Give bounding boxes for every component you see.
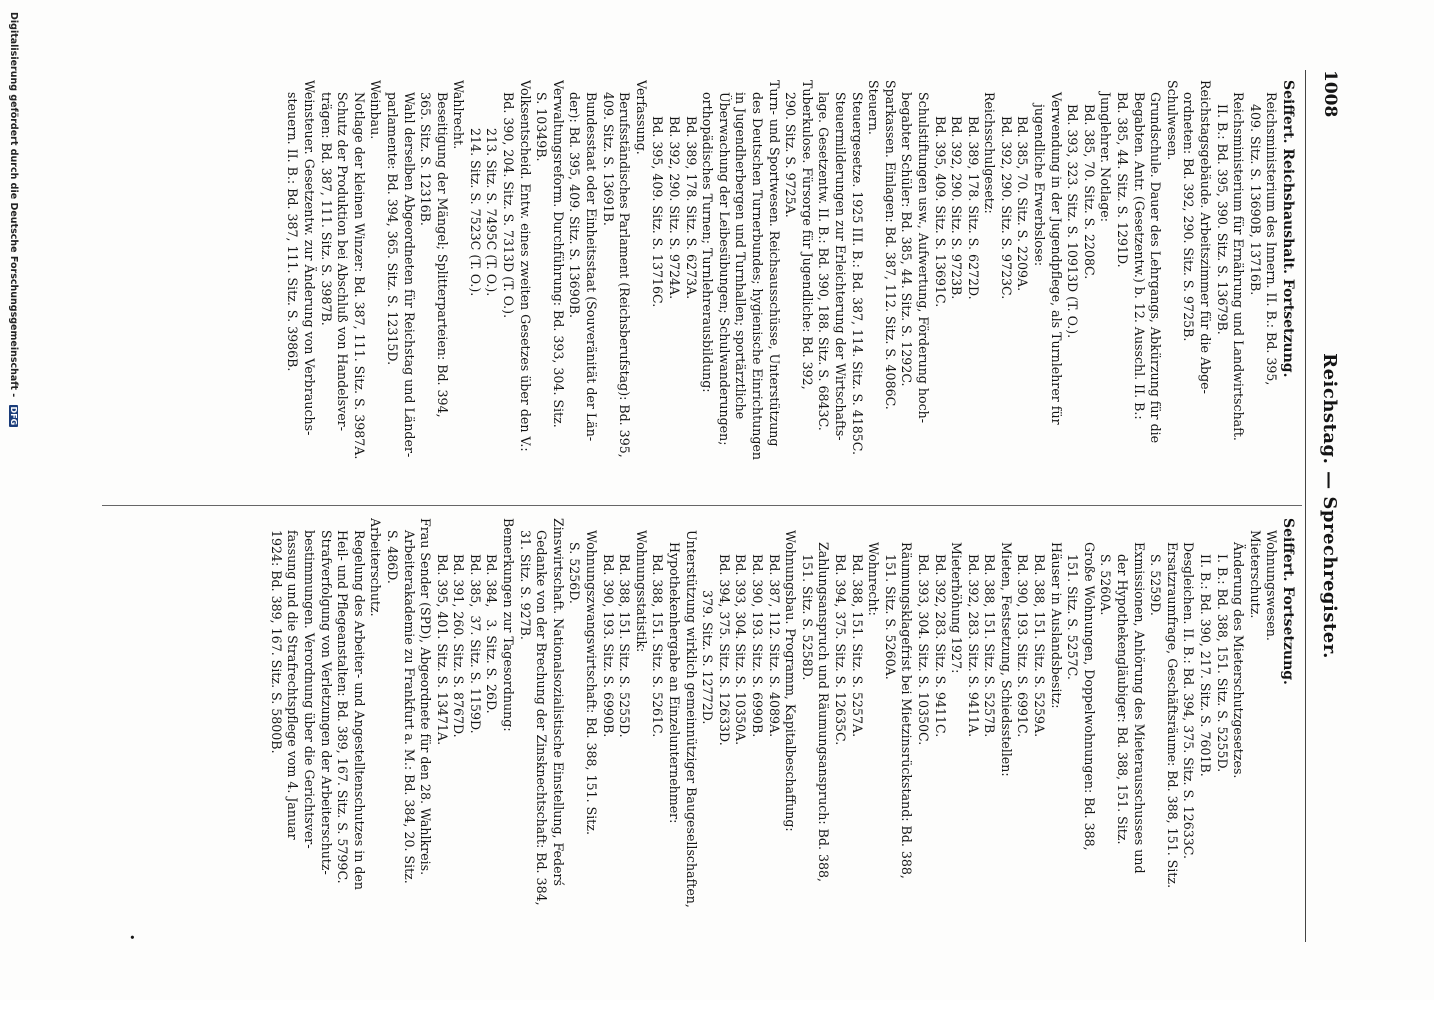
index-line: Bd. 393, 304. Sitz. S. 10350C.	[915, 518, 931, 746]
index-line: S. 5260A.	[1098, 518, 1114, 616]
index-line: Bd. 392, 290. Sitz. S. 9724A.	[667, 80, 683, 300]
index-line: Bd. 388, 151. Sitz. S. 5257A.	[849, 518, 865, 738]
page-number: 1008	[1320, 70, 1340, 118]
index-line: Bd. 385, 70. Sitz. S. 2209A.	[1015, 80, 1031, 292]
index-line: 409. Sitz. S. 13690B, 13716B.	[1247, 80, 1263, 296]
page-header	[1310, 70, 1340, 942]
index-line: Arbeiterakademie zu Frankfurt a. M.: Bd. 384, 20. Sitz.	[401, 518, 417, 884]
index-line: Sparkassen. Einlagen: Bd. 387, 112. Sitz. S. 4086C.	[882, 80, 898, 410]
index-line: Reichstagsgebäude. Arbeitszimmer für die Abge-	[1198, 80, 1214, 394]
index-line: Ersatzraumfrage, Geschäftsräume: Bd. 388, 151. Sitz.	[1164, 518, 1180, 889]
index-line: Desgleichen. II. B.: Bd. 394, 375. Sitz. S. 12633C.	[1181, 518, 1197, 860]
digitization-credit	[8, 0, 19, 1012]
index-line: des Deutschen Turnerbundes; hygienische Einrichtungen	[750, 80, 765, 460]
header-rule	[1305, 70, 1306, 942]
index-line: Junglehrer. Notlage:	[1098, 80, 1114, 223]
index-line: Bemerkungen zur Tagesordnung:	[501, 518, 517, 732]
index-line: Bd. 390, 193. Sitz. S. 6990B.	[750, 518, 765, 738]
index-line: Schutz der Produktion bei Abschluß von Handelsver-	[335, 80, 351, 431]
index-line: orthopädisches Turnen; Turnlehrerausbildung:	[700, 80, 716, 393]
index-line: 379. Sitz. S. 12772D.	[700, 518, 716, 725]
index-line: Steuergesetze. 1925 III. B.: Bd. 387, 114. Sitz. S. 4185C.	[849, 80, 865, 456]
index-line: Bd. 393, 323. Sitz. S. 10913D (T. O.).	[1065, 80, 1081, 339]
index-line: Mieterschutz.	[1247, 518, 1263, 619]
index-line: Verwaltungsreform. Durchführung: Bd. 393, 304. Sitz.	[550, 80, 566, 428]
index-line: Bd. 388, 151. Sitz. S. 5255D.	[617, 518, 633, 738]
index-line: Turn- und Sportwesen. Reichsausschüsse, Unterstützung	[766, 80, 782, 447]
index-line: Exmissionen, Anhörung des Mieterausschusses und	[1131, 518, 1147, 874]
index-line: Bd. 385, 37. Sitz. S. 1159D.	[467, 518, 483, 734]
index-line: Bd. 392, 283. Sitz. S. 9411C.	[932, 518, 948, 738]
index-line: Seiffert. Fortsetzung.	[1280, 518, 1296, 685]
index-line: Mieten, Festsetzung, Schiedsstellen:	[998, 518, 1014, 777]
index-line: Wohnungswesen.	[1264, 518, 1280, 641]
index-line: Bd. 389, 178. Sitz. S. 6272D.	[965, 80, 981, 300]
index-line: Seiffert. Reichshaushalt. Fortsetzung.	[1280, 80, 1296, 378]
index-line: Gedanke von der Brechung der Zinsknechtschaft: Bd. 384,	[534, 518, 550, 906]
index-line: steuern. II. B.: Bd. 387, 111. Sitz. S. 3986B.	[285, 80, 301, 372]
index-line: II. B.: Bd. 395, 390. Sitz. S. 13679B.	[1214, 80, 1230, 335]
index-line: Frau Sender (SPD), Abgeordnete für den 28. Wahlkreis.	[418, 518, 434, 876]
index-line: II. B.: Bd. 390, 217. Sitz. S. 7601B.	[1198, 518, 1214, 777]
index-line: Bd. 392, 283. Sitz. S. 9411A.	[965, 518, 981, 738]
index-line: Begabten. Antr. (Gesetzentw.) b. 12. Ausschl. II. B.:	[1131, 80, 1147, 420]
index-line: Zahlungsanspruch und Räumungsanspruch: Bd. 388,	[816, 518, 832, 883]
index-line: Bd. 395, 409. Sitz. S. 13716C.	[650, 80, 666, 308]
index-line: der): Bd. 395, 409. Sitz. S. 13690B.	[567, 80, 583, 318]
index-line: Bd. 390, 193. Sitz. S. 6990B.	[600, 518, 616, 738]
index-line: der Hypothekengläubiger: Bd. 388, 151. Sitz.	[1115, 518, 1131, 845]
index-line: Bd. 393, 304. Sitz. S. 10350A.	[733, 518, 749, 746]
index-line: ordneten: Bd. 392, 290. Sitz. S. 9725B.	[1181, 80, 1197, 342]
left-column	[284, 80, 1296, 498]
margin-mark: •	[125, 934, 138, 941]
index-line: 151. Sitz. S. 5258D.	[799, 518, 815, 681]
index-line: Grundschule. Dauer des Lehrgangs, Abkürzung für die	[1148, 80, 1164, 444]
index-line: in Jugendherbergen und Turnhallen; sportärztliche	[733, 80, 749, 420]
index-line: Schulwesen.	[1164, 80, 1180, 161]
index-line: Reichsschulgesetz:	[982, 80, 998, 214]
index-line: S. 5256D.	[567, 518, 583, 604]
index-line: 213. Sitz. S. 7495C (T. O.).	[484, 80, 500, 297]
index-line: Bd. 388, 151. Sitz. S. 5257B.	[982, 518, 998, 738]
index-line: Bd. 390, 193. Sitz. S. 6991C.	[1015, 518, 1031, 738]
index-line: Bd. 392, 290. Sitz. S. 9723C.	[998, 80, 1014, 300]
right-column	[267, 518, 1296, 936]
index-line: Überwachung der Leibesübungen; Schulwanderungen;	[716, 80, 732, 446]
index-line: 31. Sitz. S. 927B.	[517, 518, 533, 640]
index-line: Bd. 392, 290. Sitz. S. 9723B.	[949, 80, 965, 300]
index-line: jugendliche Erwerbslose:	[1032, 80, 1048, 267]
index-line: S. 5259D.	[1148, 518, 1164, 616]
index-line: Bd. 389, 178. Sitz. S. 6273A.	[683, 80, 699, 300]
index-line: Bd. 384, 3. Sitz. S. 26D.	[484, 518, 500, 714]
index-line: I. B.: Bd. 388, 151. Sitz. S. 5255D.	[1214, 518, 1230, 773]
index-line: 151. Sitz. S. 5257C.	[1065, 518, 1081, 680]
index-line: Bd. 387, 112. Sitz. S. 4089A.	[766, 518, 782, 738]
index-line: Notlage der kleinen Winzer: Bd. 387, 111. Sitz. S. 3987A.	[351, 80, 367, 460]
index-line: Hypothekenhergabe an Einzelunternehmer:	[667, 518, 683, 824]
index-line: Wohnrecht:	[866, 518, 882, 616]
index-line: Bd. 388, 151. Sitz. S. 5261C.	[650, 518, 666, 738]
index-line: begabter Schüler: Bd. 385, 44. Sitz. S. 1292C.	[899, 80, 915, 387]
index-line: Arbeiterschutz.	[368, 518, 384, 617]
index-line: Bd. 391, 260. Sitz. S. 8767D.	[451, 518, 467, 738]
index-line: Wahl derselben Abgeordneten für Reichstag und Länder-	[401, 80, 417, 458]
index-line: Große Wohnungen, Doppelwohnungen: Bd. 388,	[1081, 518, 1097, 851]
index-line: Wahlrecht.	[451, 80, 467, 150]
index-line: Bd. 385, 70. Sitz. S. 2208C.	[1081, 80, 1097, 280]
index-line: parlamente: Bd. 394, 365. Sitz. S. 12315D.	[384, 80, 400, 366]
running-head: Reichstag. — Sprechregister.	[1319, 353, 1340, 659]
index-line: Bd. 394, 375. Sitz. S. 12633D.	[716, 518, 732, 746]
index-line: Bd. 395, 409. Sitz. S. 13691C.	[932, 80, 948, 308]
index-line: Mieterhöhung 1927:	[949, 518, 965, 674]
index-line: Regelung des Arbeiter- und Angestelltenschutzes in den	[351, 518, 367, 890]
index-line: fassung und die Strafrechtspflege vom 4. Januar	[285, 518, 301, 840]
index-line: Bundesstaat oder Einheitsstaat (Souveränität der Län-	[584, 80, 600, 442]
index-line: Tuberkulose. Fürsorge für Jugendliche: Bd. 392,	[799, 80, 815, 390]
index-line: trägen: Bd. 387, 111. Sitz. S. 3987B.	[318, 80, 334, 326]
dfg-logo: DFG	[9, 406, 18, 426]
credit-text: Digitalisierung gefördert durch die Deutsche Forschungsgemeinschaft -	[8, 12, 19, 398]
index-line: Schulstiftungen usw., Aufwertung, Förderung hoch-	[915, 80, 931, 423]
column-divider	[102, 505, 1302, 506]
index-line: Steuern.	[866, 80, 882, 135]
index-line: bestimmungen. Verordnung über die Gerichtsver-	[301, 518, 317, 849]
index-line: lage. Gesetzentw. II. B.: Bd. 390, 188. Sitz. S. 6843C.	[816, 80, 832, 431]
index-line: 365. Sitz. S. 12316B.	[418, 80, 434, 226]
index-line: Verfassung.	[633, 80, 649, 155]
index-line: 290. Sitz. S. 9725A.	[783, 80, 799, 218]
index-line: Bd. 385, 44. Sitz. S. 1291D.	[1115, 80, 1131, 268]
index-line: Heil- und Pflegeanstalten: Bd. 389, 167. Sitz. S. 5799C.	[335, 518, 351, 884]
index-line: Wohnungsbau. Programm, Kapitalbeschaffung:	[783, 518, 799, 832]
index-line: 151. Sitz. S. 5260A.	[882, 518, 898, 680]
index-line: Bd. 395, 401. Sitz. S. 13471A.	[434, 518, 450, 746]
index-line: Volksentscheid. Entw. eines zweiten Gesetzes über den V.:	[517, 80, 533, 452]
index-line: Beseitigung der Mängel; Splitterparteien: Bd. 394,	[434, 80, 450, 418]
index-line: Bd. 388, 151. Sitz. S. 5259A.	[1032, 518, 1048, 738]
index-line: Bd. 390, 204. Sitz. S. 7313D (T. O.).	[501, 80, 517, 319]
index-line: S. 10349B.	[534, 80, 550, 162]
index-line: Reichsministerium für Ernährung und Landwirtschaft.	[1231, 80, 1247, 441]
index-line: Räumungsklagefrist bei Mietzinsrückstand: Bd. 388,	[899, 518, 915, 879]
index-line: Steuermilderungen zur Erleichterung der Wirtschafts-	[832, 80, 848, 441]
index-line: Häuser in Auslandsbesitz:	[1048, 518, 1064, 709]
index-line: Wohnungsstatistik:	[633, 518, 649, 653]
index-line: Zinswirtschaft. Nationalsozialistische Einstellung, Federś	[550, 518, 566, 887]
index-line: Änderung des Mieterschutzgesetzes.	[1231, 518, 1247, 779]
index-line: Weinbau.	[368, 80, 384, 140]
index-line: Unterstützung wirklich gemeinnütziger Baugesellschaften,	[683, 518, 699, 908]
index-line: Reichsministerium des Innern. II. B.: Bd. 395,	[1264, 80, 1280, 386]
index-line: Strafverfolgung von Verletzungen der Arbeiterschutz-	[318, 518, 334, 875]
index-line: Verwendung in der Jugendpflege, als Turnlehrer für	[1048, 80, 1064, 425]
index-line: S. 486D.	[384, 518, 400, 584]
index-line: Berufsständisches Parlament (Reichsberufstag): Bd. 395,	[617, 80, 633, 458]
index-line: Weinsteuer. Gesetzentw. zur Änderung von Verbrauchs-	[301, 80, 317, 436]
index-line: 1924: Bd. 389, 167. Sitz. S. 5800B.	[268, 518, 284, 754]
index-line: 214. Sitz. S. 7523C (T. O.).	[467, 80, 483, 297]
index-line: Wohnungszwangswirtschaft: Bd. 388, 151. Sitz.	[584, 518, 600, 835]
index-line: Bd. 394, 375. Sitz. S. 12635C.	[832, 518, 848, 746]
index-line: 409. Sitz. S. 13691B.	[600, 80, 616, 226]
